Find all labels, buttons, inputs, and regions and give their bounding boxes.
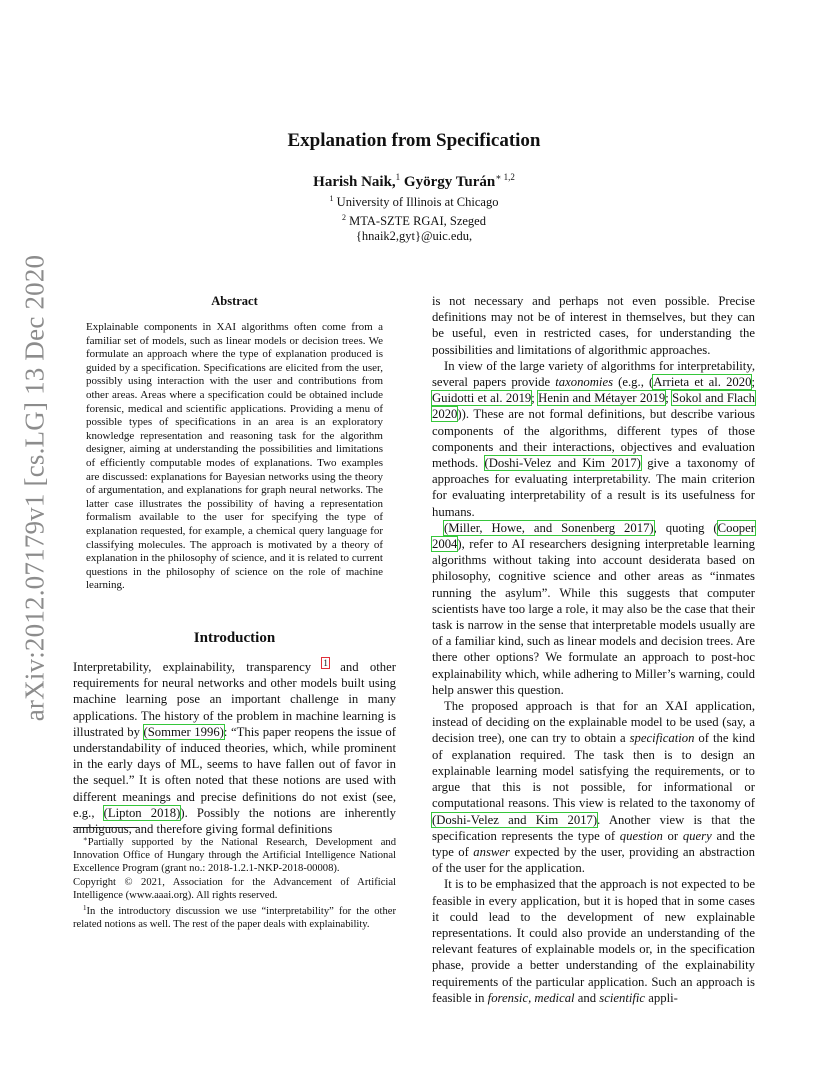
citation-link[interactable]: (Doshi-Velez and Kim 2017) (484, 456, 641, 471)
paper-title: Explanation from Specification (287, 130, 541, 151)
text-run: : “This paper reopens the issue of understandability of induced theories, which, while prominent in the early days of ML, seems to have fallen out of favor in the sequel.” It is often noted that these notions are used with different meanings and precise definitions do not exist (see, e.g., (73, 724, 396, 820)
right-column-body (432, 293, 755, 1006)
author-email: {hnaik2,gyt}@uic.edu, (355, 229, 473, 243)
text-run: expected by the user, providing an abstraction of the user for the application. (432, 844, 755, 876)
emphasis: scientific (599, 990, 646, 1005)
footnote-marker: ∗ (83, 835, 88, 843)
footnote (73, 833, 396, 876)
copyright-notice: Copyright © 2021, Association for the Advancement of Artificial Intelligence (www.aaai.org). All rights reserved. (73, 876, 396, 901)
text-run: , quoting ( (653, 520, 718, 535)
footnote (73, 902, 396, 931)
arxiv-side-stamp (18, 254, 52, 722)
affiliation-text: MTA-SZTE RGAI, Szeged (349, 214, 486, 228)
author-affil-marker: 1 (395, 172, 401, 182)
text-run: and the type of (432, 828, 755, 859)
citation-link[interactable]: (Doshi-Velez and Kim 2017) (432, 812, 598, 827)
text-run: give a taxonomy of approaches for evaluating interpretability. The main criterion for evaluating interpretability of a result is its usefulness for humans. (432, 456, 755, 519)
text-run: ; (531, 391, 539, 406)
citation-link[interactable]: Henin and Métayer 2019 (538, 391, 666, 406)
text-run: or (662, 828, 683, 843)
footnotes (73, 833, 396, 931)
text-run: ; (751, 375, 755, 390)
footnote-text: In the introductory discussion we use “interpretability” for the other related notions as well. The rest of the paper deals with explainability. (73, 906, 396, 931)
citation-link[interactable]: Cooper 2004 (432, 520, 755, 552)
paragraph (432, 520, 755, 698)
text-run: The proposed approach is that for an XAI application, instead of deciding on the explainable model to be used (say, a decision tree), one can try to obtain a (432, 699, 755, 746)
footnote-link[interactable]: 1 (323, 658, 328, 668)
citation-link[interactable]: (Miller, Howe, and Sonenberg 2017) (444, 520, 654, 535)
affiliation-line (0, 210, 828, 229)
paragraph (432, 876, 755, 1006)
affil-marker: 2 (342, 213, 347, 222)
abstract-heading: Abstract (211, 294, 258, 308)
emphasis: forensic, medical (487, 990, 575, 1005)
emphasis: specification (629, 731, 695, 746)
paragraph (432, 698, 755, 876)
emphasis: answer (473, 844, 510, 859)
author-name: György Turán (403, 174, 496, 190)
author-affil-marker: ∗ 1,2 (495, 172, 515, 182)
citation-link[interactable]: (Sommer 1996) (143, 724, 224, 739)
affiliation-text: University of Illinois at Chicago (336, 195, 499, 209)
text-run: ; (665, 391, 673, 406)
text-run: It is to be emphasized that the approach is not expected to be feasible in every application, but it is hoped that in some cases it could lead to the development of new explainable representations. It could also provide an understanding of the relevant features of explainable models or, in the specification phase, provide a better understanding of the explainability requirements of the particular application. Such an approach is feasible in (432, 877, 755, 1005)
paragraph: is not necessary and perhaps not even possible. Precise definitions may not be of interest in themselves, but they can be useful, even in restricted cases, for understanding the possibilities and limitations of algorithmic approaches. (432, 294, 755, 357)
text-run: and (574, 990, 600, 1005)
text-run: appli- (645, 990, 678, 1005)
citation-link[interactable]: (Lipton 2018) (103, 805, 181, 820)
text-run: Interpretability, explainability, transparency (73, 660, 323, 674)
emphasis: taxonomies (555, 375, 614, 390)
affiliation-line (0, 191, 828, 210)
author-line (0, 172, 828, 191)
footnote-text: Partially supported by the National Research, Development and Innovation Office of Hungary through the Artificial Intelligence National Excellence Program (grant no.: 2018-1.2.1-NKP-2018-00008). (73, 837, 396, 875)
footnote-marker: 1 (83, 904, 87, 913)
author-name: Harish Naik, (313, 174, 396, 190)
emphasis: query (682, 828, 712, 843)
affil-marker: 1 (329, 194, 334, 203)
text-run: In view of the large variety of algorithms for interpretability, several papers provide (432, 358, 755, 390)
abstract-text: Explainable components in XAI algorithms often come from a familiar set of models, such as linear models or decision trees. We formulate an approach where the type of explanation produced is guided by a specification. Specifications are elicited from the user, possibly using interaction with the user and contributions from other areas. Areas where a specification could be obtained include forensic, medical and scientific applications. Providing a menu of possible types of specifications in an area is an exploratory knowledge representation and reasoning task for the algorithm designer, aiming at understanding the possibilities and limitations of efficiently computable modes of explanations. Two examples are discussed: explanations for Bayesian networks using the theory of argumentation, and explanations for graph neural networks. The latter case illustrates the possibility of having a representation formalism available to the user for specifying the type of explanation requested, for example, a chemical query language for classifying molecules. The approach is motivated by a theory of explanation in the philosophy of science, and it is related to current questions in the philosophy of science on the role of machine learning. (86, 321, 383, 592)
introduction-body (73, 655, 396, 837)
text-run: )). These are not formal definitions, but describe various components of the algorithms, different types of those components and their interactions, objectives and evaluation methods. (432, 407, 755, 471)
affiliations (0, 191, 828, 244)
arxiv-identifier: arXiv:2012.07179v1 [cs.LG] 13 Dec 2020 (19, 254, 50, 722)
text-run: (e.g., ( (613, 375, 654, 390)
section-heading-introduction: Introduction (193, 630, 276, 646)
text-run: ). Possibly the notions are inherently ambiguous, and therefore giving formal definitions (73, 805, 396, 837)
text-run: . Another view is that the specification represents the type of (432, 812, 755, 843)
text-run: and other requirements for neural networks and other models built using machine learning pose an important challenge in many applications. The history of the problem in machine learning is illustrated by (73, 660, 396, 739)
emphasis: question (619, 828, 663, 843)
paragraph (432, 358, 755, 520)
citation-link[interactable]: Arrieta et al. 2020 (653, 375, 752, 390)
citation-link[interactable]: Sokol and Flach 2020 (432, 391, 756, 422)
text-run: ), refer to AI researchers designing interpretable learning algorithms without taking into account desiderata based on philosophy, cognitive science and other areas as “inmates running the asylum”. While this suggests that computer scientists have too large a role, it may also be the case that their task is narrow in the sense that interpretable models usually are of a familiar kind, such as linear models and decision trees. Are there other options? We formulate an approach to post-hoc explainability which, while adhering to Miller’s warning, could help answer this question. (432, 537, 755, 697)
text-run: of the kind of explanation required. The task then is to design an explainable learning model satisfying the requirements, or to argue that this is not possible, for informational or computational reasons. This view is related to the taxonomy of (432, 731, 755, 811)
paragraph (73, 655, 396, 837)
footnote-rule (73, 827, 139, 828)
citation-link[interactable]: Guidotti et al. 2019 (432, 391, 532, 406)
